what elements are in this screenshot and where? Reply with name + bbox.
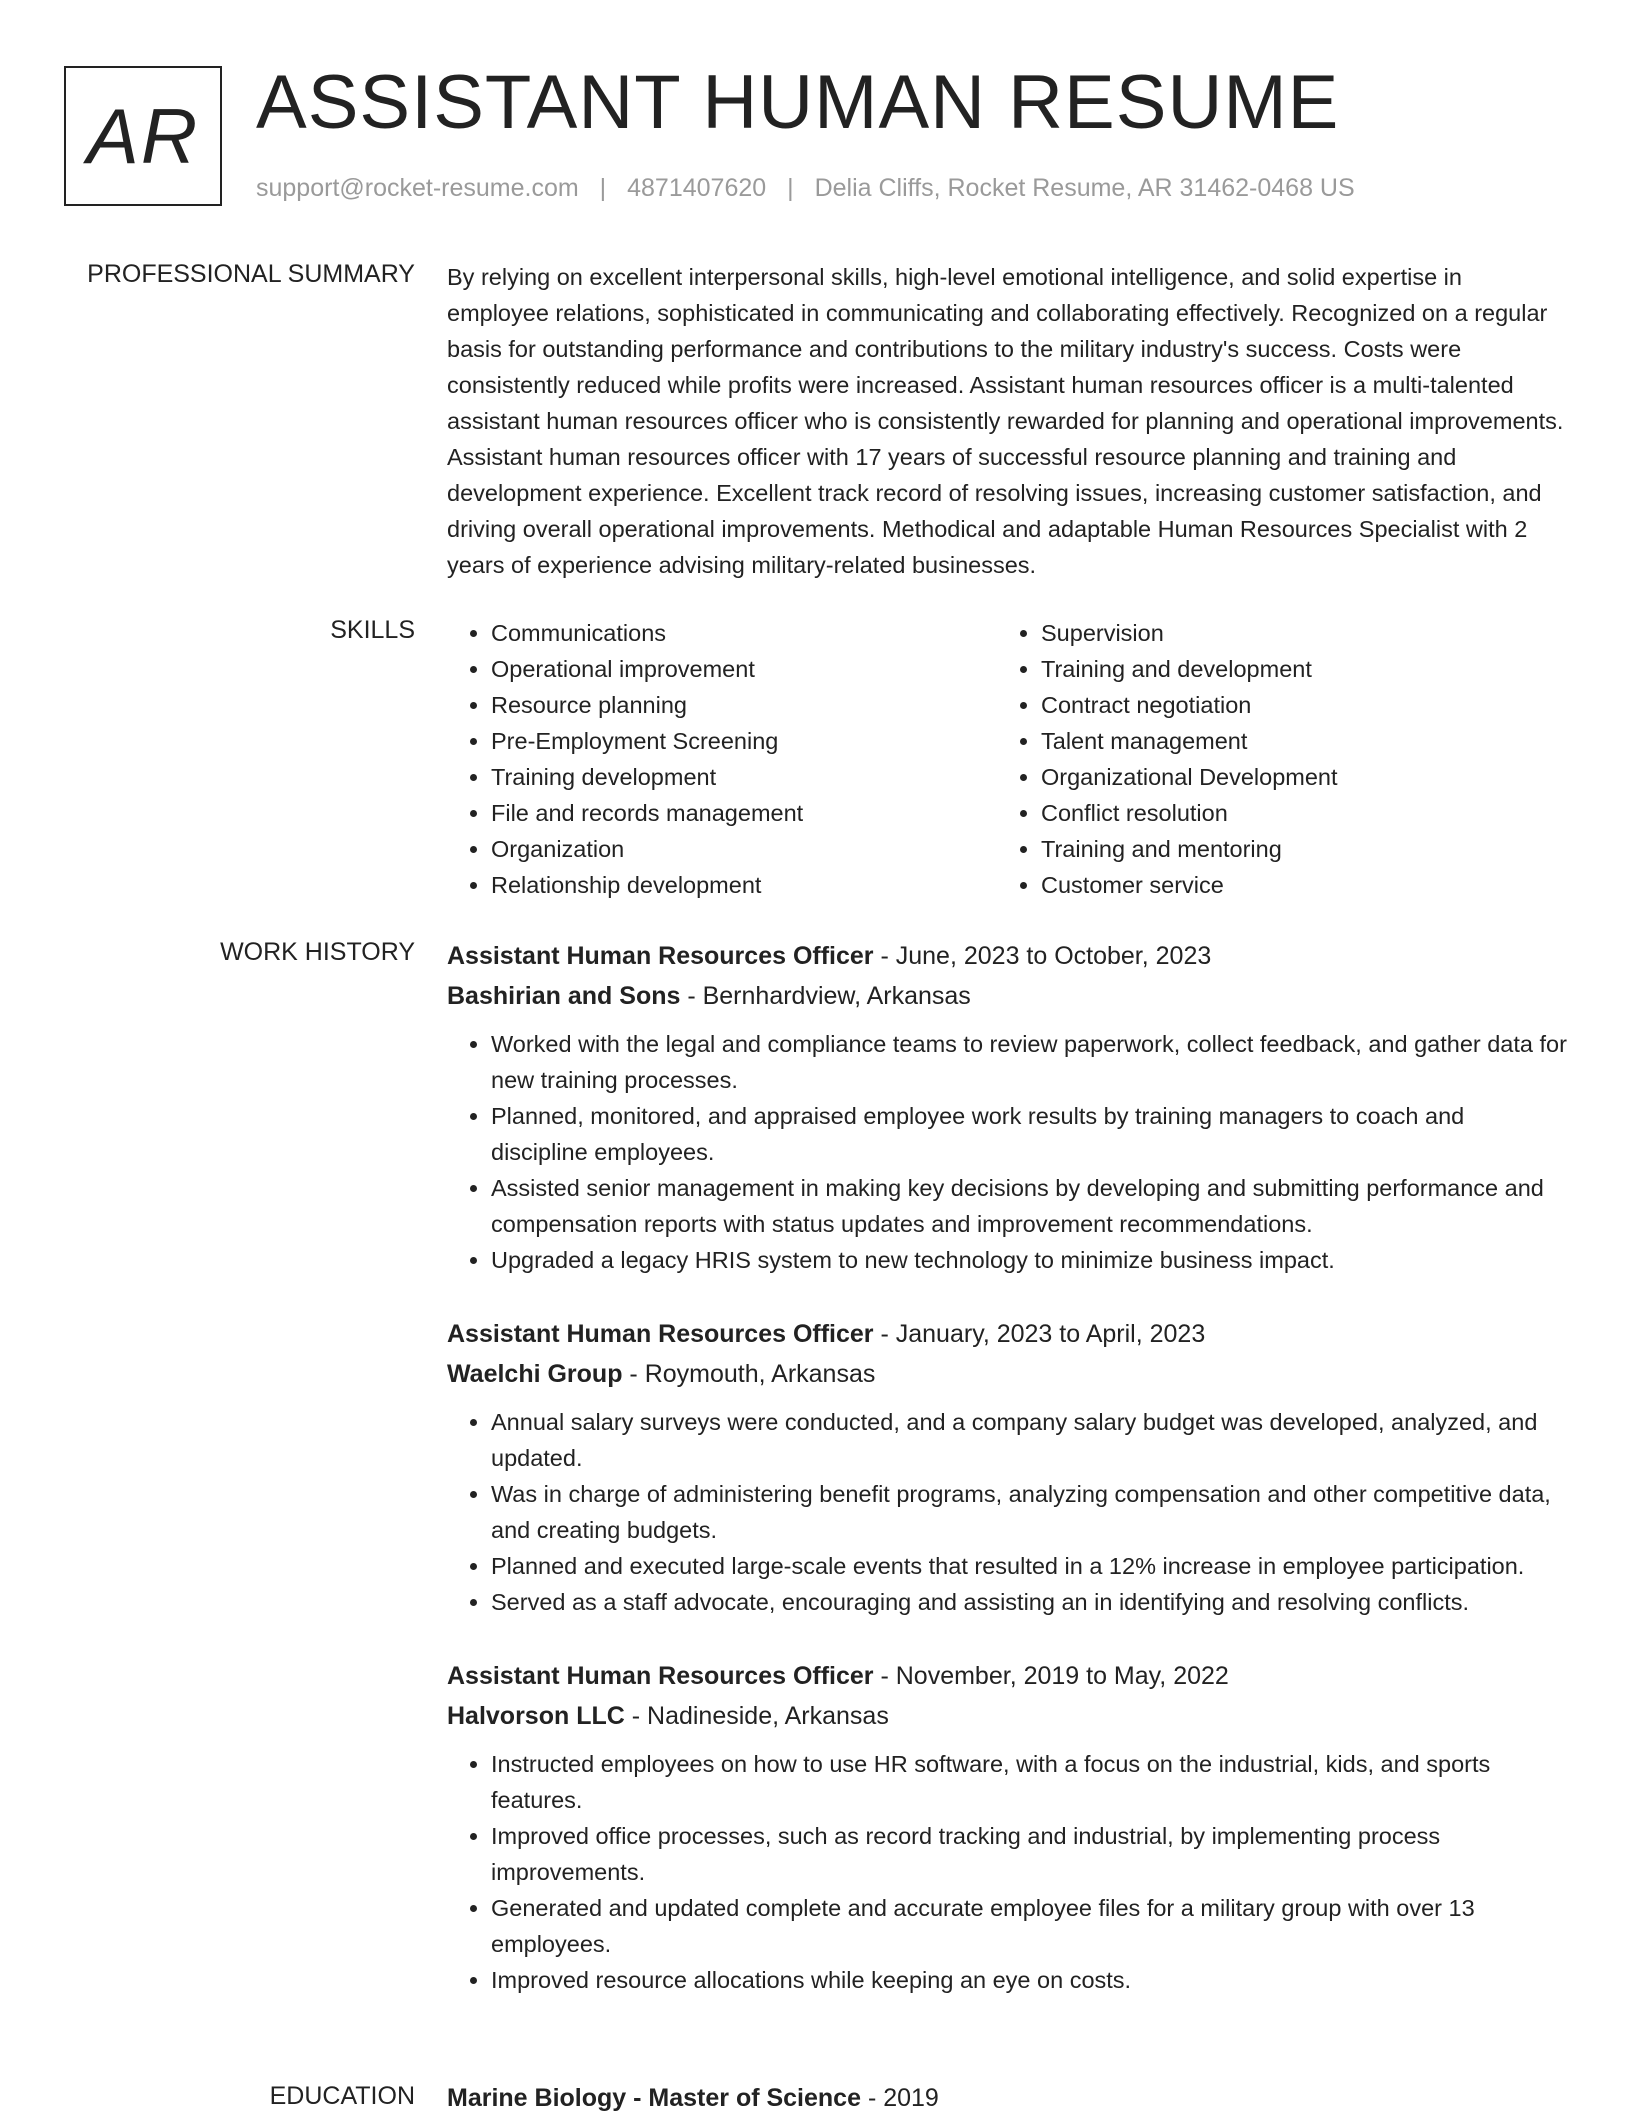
skill-item: • Training and mentoring: [1041, 831, 1547, 867]
skill-item: • Contract negotiation: [1041, 687, 1547, 723]
resume-name: ASSISTANT HUMAN RESUME: [256, 60, 1340, 145]
job-company-line: [447, 976, 1567, 1016]
skill-item: • Relationship development: [491, 867, 997, 903]
job-title: Assistant Human Resources Officer: [447, 942, 874, 970]
skill-item: • Operational improvement: [491, 651, 997, 687]
skill-item: • Customer service: [1041, 867, 1547, 903]
job-bullet: • Improved resource allocations while keeping an eye on costs.: [491, 1962, 1567, 1998]
job-title: Assistant Human Resources Officer: [447, 1662, 874, 1690]
contact-address: Delia Cliffs, Rocket Resume, AR 31462-0468 US: [814, 174, 1355, 202]
summary-heading: PROFESSIONAL SUMMARY: [87, 260, 415, 288]
skill-item: • Organizational Development: [1041, 759, 1547, 795]
skill-item: • Resource planning: [491, 687, 997, 723]
education-line: [447, 2078, 1567, 2118]
job-title-line: [447, 1314, 1567, 1354]
job-dates: - January, 2023 to April, 2023: [873, 1320, 1206, 1348]
contact-separator: |: [787, 174, 794, 202]
job-dates: - June, 2023 to October, 2023: [873, 942, 1212, 970]
job-bullet: • Planned, monitored, and appraised employee work results by training managers to coach and discipline employees.: [491, 1098, 1567, 1170]
job-location: - Roymouth, Arkansas: [622, 1360, 876, 1388]
job-bullet: • Improved office processes, such as record tracking and industrial, by implementing process improvements.: [491, 1818, 1567, 1890]
job-bullet: • Upgraded a legacy HRIS system to new technology to minimize business impact.: [491, 1242, 1567, 1278]
job-dates: - November, 2019 to May, 2022: [873, 1662, 1229, 1690]
job-company-line: [447, 1354, 1567, 1394]
job-bullet: • Was in charge of administering benefit programs, analyzing compensation and other competitive data, and creating budgets.: [491, 1476, 1567, 1548]
job-company: Waelchi Group: [447, 1360, 623, 1388]
skill-item: • Talent management: [1041, 723, 1547, 759]
summary-text: By relying on excellent interpersonal skills, high-level emotional intelligence, and solid expertise in employee relations, sophisticated in communicating and collaborating effectively. Recognized on a regular basis for outstanding performance and contributions to the military industry's success. Costs were consistently reduced while profits were increased. Assistant human resources officer is a multi-talented assistant human resources officer who is consistently rewarded for planning and operational improvements. Assistant human resources officer with 17 years of successful resource planning and training and development experience. Excellent track record of resolving issues, increasing customer satisfaction, and driving overall operational improvements. Methodical and adaptable Human Resources Specialist with 2 years of experience advising military-related businesses.: [447, 264, 1564, 578]
work-history-section: [447, 936, 1567, 2034]
job-title: Assistant Human Resources Officer: [447, 1320, 874, 1348]
monogram-initials: AR: [86, 91, 200, 180]
job-bullets: [447, 1026, 1567, 1278]
job-company-line: [447, 1696, 1567, 1736]
job-entry: [447, 936, 1567, 1278]
job-bullet: • Planned and executed large-scale events that resulted in a 12% increase in employee participation.: [491, 1548, 1567, 1584]
job-bullet: • Generated and updated complete and accurate employee files for a military group with over 13 employees.: [491, 1890, 1567, 1962]
job-bullets: [447, 1404, 1567, 1620]
monogram-box: [64, 66, 222, 206]
skills-list-right: [997, 615, 1547, 903]
summary-section: [447, 259, 1567, 583]
skill-item: • Training and development: [1041, 651, 1547, 687]
job-location: - Bernhardview, Arkansas: [680, 982, 971, 1010]
job-bullets: [447, 1746, 1567, 1998]
job-title-line: [447, 936, 1567, 976]
job-company: Bashirian and Sons: [447, 982, 681, 1010]
skills-list-left: [447, 615, 997, 903]
job-bullet: • Worked with the legal and compliance teams to review paperwork, collect feedback, and gather data for new training processes.: [491, 1026, 1567, 1098]
work-history-heading: WORK HISTORY: [220, 938, 415, 966]
skill-item: • File and records management: [491, 795, 997, 831]
contact-separator: |: [599, 174, 607, 202]
skill-item: • Communications: [491, 615, 997, 651]
job-bullet: • Assisted senior management in making key decisions by developing and submitting performance and compensation reports with status updates and improvement recommendations.: [491, 1170, 1567, 1242]
education-section: [447, 2078, 1567, 2118]
job-company: Halvorson LLC: [447, 1702, 625, 1730]
skills-heading: SKILLS: [330, 616, 415, 644]
job-entry: [447, 1314, 1567, 1620]
skill-item: • Pre-Employment Screening: [491, 723, 997, 759]
job-title-line: [447, 1656, 1567, 1696]
job-entry: [447, 1656, 1567, 1998]
skill-item: • Conflict resolution: [1041, 795, 1547, 831]
contact-email[interactable]: support@rocket-resume.com: [256, 174, 579, 202]
job-bullet: • Served as a staff advocate, encouraging and assisting an in identifying and resolving conflicts.: [491, 1584, 1567, 1620]
job-location: - Nadineside, Arkansas: [624, 1702, 889, 1730]
education-year: - 2019: [861, 2084, 939, 2112]
job-bullet: • Instructed employees on how to use HR software, with a focus on the industrial, kids, and sports features.: [491, 1746, 1567, 1818]
skill-item: • Organization: [491, 831, 997, 867]
skill-item: • Supervision: [1041, 615, 1547, 651]
skill-item: • Training development: [491, 759, 997, 795]
education-heading: EDUCATION: [269, 2082, 415, 2110]
job-bullet: • Annual salary surveys were conducted, and a company salary budget was developed, analyzed, and updated.: [491, 1404, 1567, 1476]
education-degree: Marine Biology - Master of Science: [447, 2084, 861, 2112]
skills-section: [447, 615, 1567, 903]
contact-phone[interactable]: 4871407620: [627, 174, 767, 202]
contact-line: [256, 174, 1355, 203]
